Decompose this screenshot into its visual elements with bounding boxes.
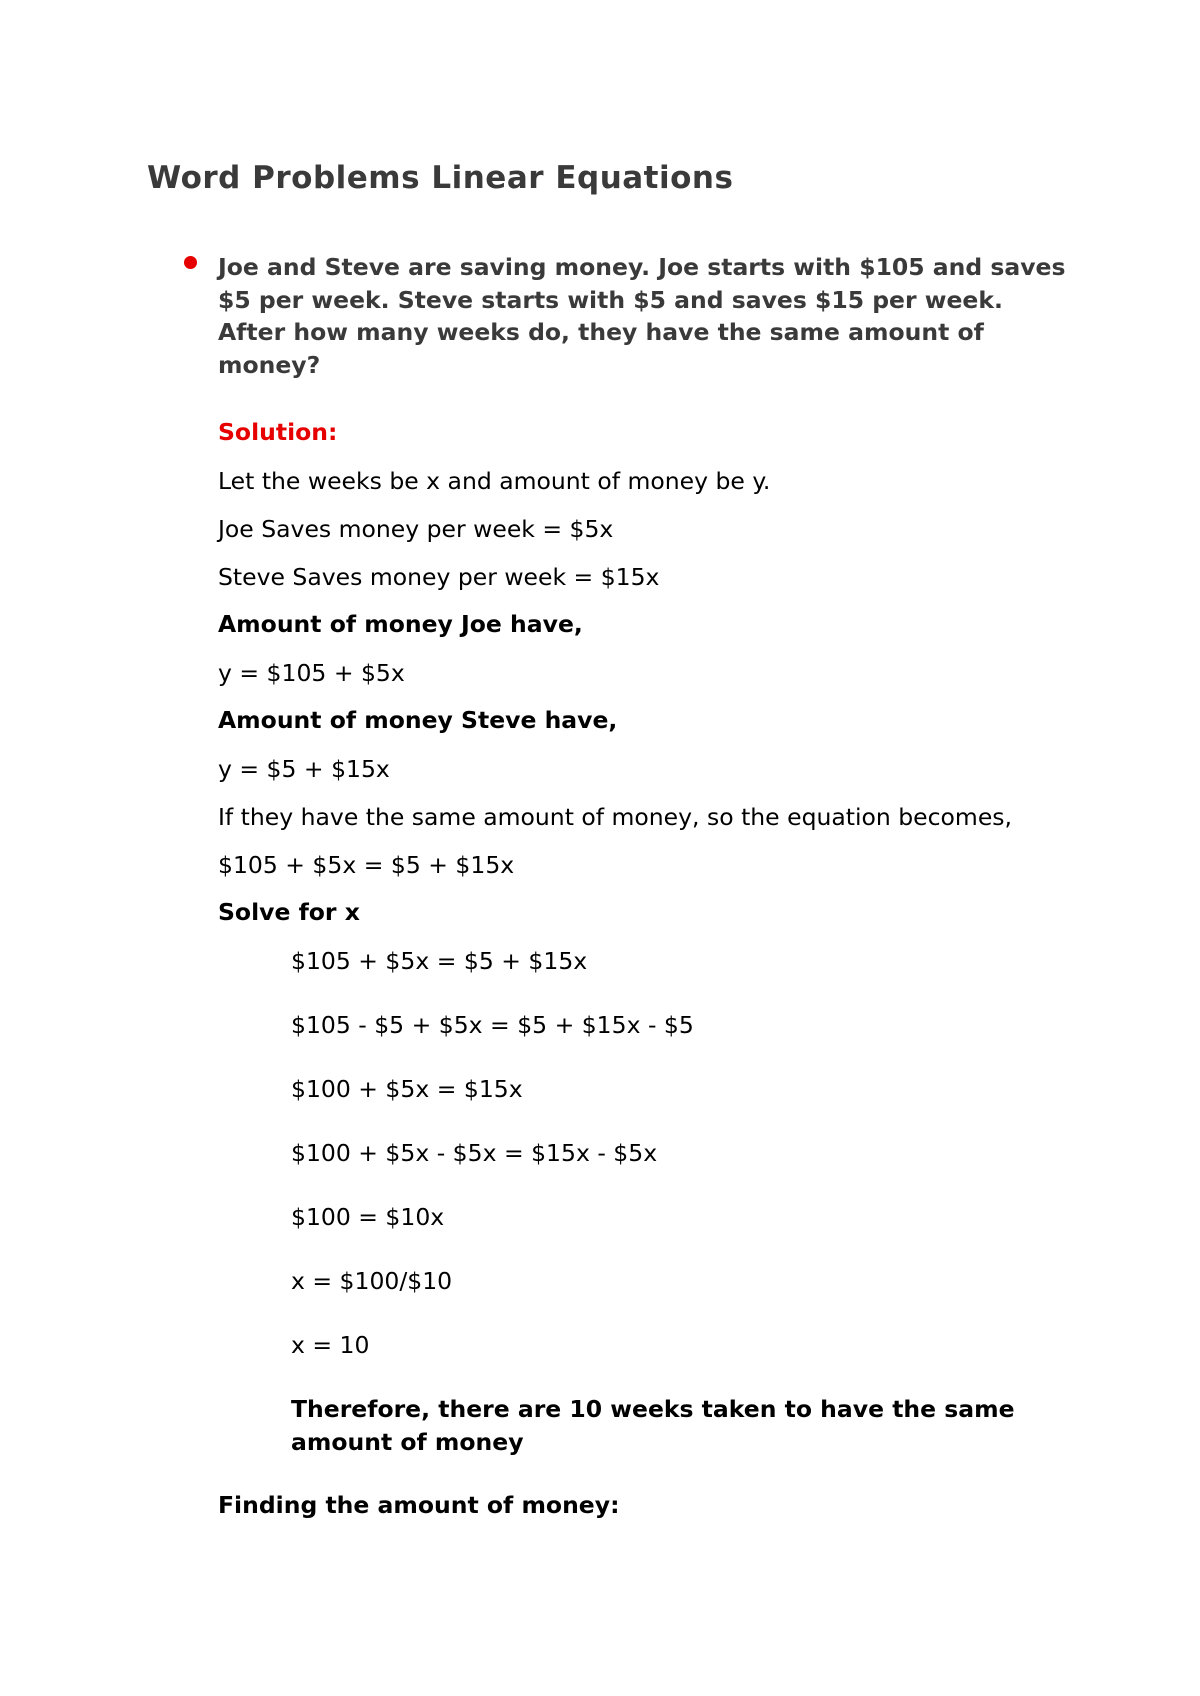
combined-equation: $105 + $5x = $5 + $15x	[218, 851, 515, 879]
solve-step: x = 10	[291, 1331, 370, 1359]
solve-step: $100 + $5x = $15x	[291, 1075, 523, 1103]
steve-amount-heading: Amount of money Steve have,	[218, 706, 618, 734]
solution-heading: Solution:	[218, 418, 338, 446]
conclusion-text: Therefore, there are 10 weeks taken to have the same amount of money	[291, 1395, 1015, 1456]
solve-step: $100 + $5x - $5x = $15x - $5x	[291, 1139, 658, 1167]
finding-amount-heading: Finding the amount of money:	[218, 1491, 620, 1519]
problem-question: Joe and Steve are saving money. Joe starts with $105 and saves $5 per week. Steve starts with $5 and saves $15 per week. After how many weeks do, they have the same amount of money?	[218, 253, 1066, 379]
red-bullet-icon	[184, 256, 197, 269]
steve-equation: y = $5 + $15x	[218, 755, 390, 783]
solve-heading: Solve for x	[218, 898, 360, 926]
joe-equation: y = $105 + $5x	[218, 659, 405, 687]
solve-step: $105 + $5x = $5 + $15x	[291, 947, 588, 975]
solution-line: Steve Saves money per week = $15x	[218, 563, 660, 591]
solution-line: Let the weeks be x and amount of money be y.	[218, 467, 771, 495]
joe-amount-heading: Amount of money Joe have,	[218, 610, 583, 638]
page-title: Word Problems Linear Equations	[147, 160, 734, 196]
solution-line: Joe Saves money per week = $5x	[218, 515, 614, 543]
solve-step: $105 - $5 + $5x = $5 + $15x - $5	[291, 1011, 694, 1039]
condition-text: If they have the same amount of money, so the equation becomes,	[218, 803, 1012, 831]
solve-step: $100 = $10x	[291, 1203, 445, 1231]
solve-step: x = $100/$10	[291, 1267, 453, 1295]
